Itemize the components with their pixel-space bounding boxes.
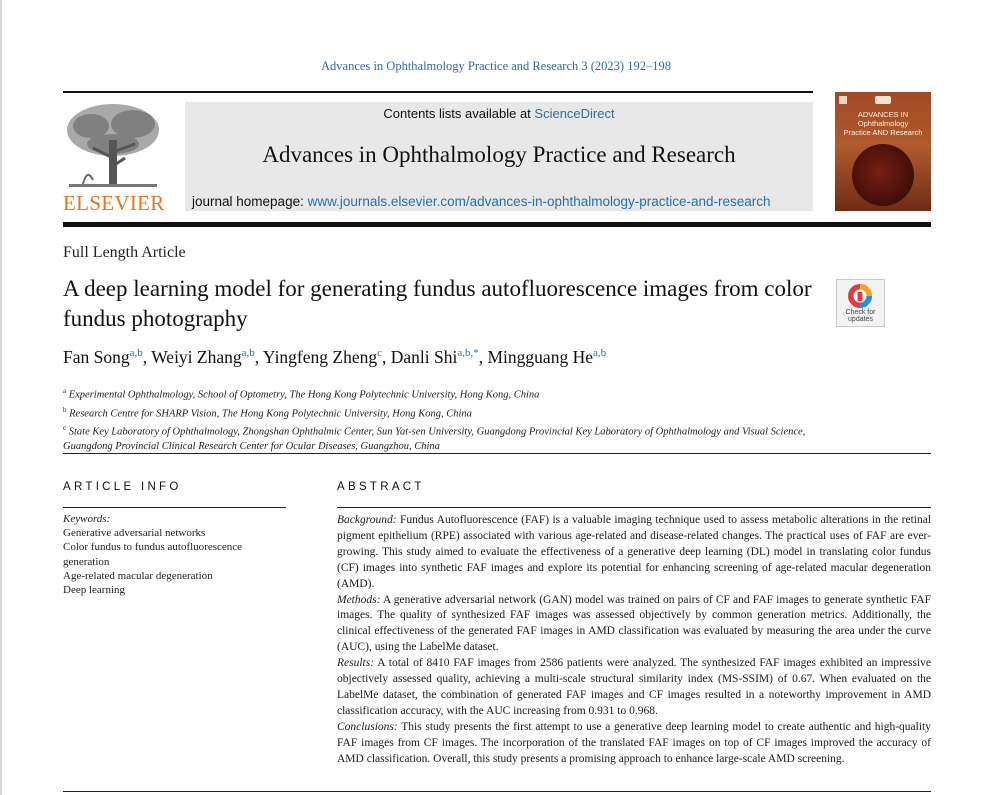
check-for-updates-button[interactable] <box>836 279 885 327</box>
homepage-line <box>192 194 771 209</box>
contents-prefix: Contents lists available at <box>383 106 535 121</box>
affiliation-item <box>63 384 823 403</box>
abstract-section-label: Conclusions: <box>337 720 398 733</box>
abstract-body <box>337 513 931 768</box>
abstract-section-text: This study presents the first attempt to use a generative deep learning model to create authentic and high-quality FAF images from CF images. The incorporation of the translated FAF images on top of CF images improved the accuracy of AMD classification. Overall, this study presents a promising approach to enhance large-scale AMD screening. <box>337 720 931 765</box>
cover-elsevier-mark-icon <box>839 96 847 104</box>
keyword-item: Generative adversarial networks <box>63 527 206 540</box>
section-rule <box>63 453 931 454</box>
abstract-heading: ABSTRACT <box>337 481 425 493</box>
affiliation-text: Experimental Ophthalmology, School of Optometry, The Hong Kong Polytechnic University, Hong Kong, China <box>68 389 540 401</box>
author-affil-sup[interactable]: c <box>377 347 382 360</box>
cover-line-2: Ophthalmology <box>857 119 909 128</box>
contents-line <box>185 106 813 121</box>
author-affil-sup[interactable]: a,b <box>592 347 607 360</box>
bottom-rule <box>63 791 931 792</box>
article-info-rule <box>63 507 286 508</box>
cover-title <box>839 110 927 137</box>
affiliation-item <box>63 421 823 454</box>
abstract-section-text: Fundus Autofluorescence (FAF) is a valuable imaging technique used to assess metabolic alterations in the retinal pigment epithelium (RPE) associated with various age-related and disease-related changes. The practical uses of FAF are ever-growing. This study aimed to evaluate the effectiveness of a generative deep learning (DL) model in translating color fundus (CF) images into synthetic FAF images and explore its potential for enhancing screening of age-related macular degeneration (AMD). <box>337 514 932 590</box>
author-name[interactable]: Weiyi Zhang <box>151 347 242 367</box>
check-updates-icon <box>847 283 873 309</box>
journal-name: Advances in Ophthalmology Practice and Research <box>262 142 736 167</box>
cover-society-badge-icon <box>875 96 891 104</box>
author-affil-sup[interactable]: a,b <box>241 347 255 360</box>
author-name[interactable]: Danli Shi <box>390 347 458 367</box>
affiliation-sup: a <box>63 387 67 395</box>
author-separator: , <box>478 347 488 367</box>
article-info-heading: ARTICLE INFO <box>63 481 182 493</box>
keywords-block <box>63 512 273 597</box>
cover-line-3: Practice AND Research <box>843 128 923 137</box>
author-separator: , <box>254 347 263 367</box>
abstract-section-text: A total of 8410 FAF images from 2586 patients were analyzed. The synthesized FAF images exhibited an impressive objectively assessed quality, achieving a multi-scale structural similarity index (MS-SSIM) of 0.67. When evaluated on the LabelMe dataset, the combination of generated FAF images and CF images resulted in a noteworthy improvement in AMD classification accuracy, with the AUC increasing from 0.931 to 0.968. <box>337 657 931 717</box>
header-thick-rule <box>63 222 931 227</box>
author-separator: , <box>142 347 152 367</box>
author-affil-sup[interactable]: a,b,* <box>457 347 479 360</box>
homepage-prefix: journal homepage: <box>192 194 308 209</box>
abstract-conclusions <box>337 720 931 768</box>
author-separator: , <box>382 347 391 367</box>
abstract-background <box>337 513 931 593</box>
check-updates-label <box>837 309 884 323</box>
affiliation-text: Research Centre for SHARP Vision, The Hong Kong Polytechnic University, Hong Kong, China <box>69 408 472 419</box>
check-updates-line-2: updates <box>848 316 873 323</box>
article-type: Full Length Article <box>63 244 186 261</box>
author-name[interactable]: Mingguang He <box>487 347 593 367</box>
abstract-section-text: A generative adversarial network (GAN) model was trained on pairs of CF and FAF images to generate synthetic FAF images. The quality of synthesized FAF images was assessed objectively by common generation metrics. Additionally, the clinical effectiveness of the generated FAF images in AMD classification was evaluated by measuring the area under the curve (AUC), using the LabelMe dataset. <box>337 593 931 654</box>
affiliation-text: State Key Laboratory of Ophthalmology, Zhongshan Ophthalmic Center, Sun Yat-sen University, Guangdong Provincial Key Laboratory of Ophthalmology and Visual Science, Guangdong Provincial Clinical Research Center for Ocular Diseases, Guangzhou, China <box>63 426 806 452</box>
homepage-link[interactable]: www.journals.elsevier.com/advances-in-ophthalmology-practice-and-research <box>307 194 771 209</box>
abstract-section-label: Methods: <box>337 593 381 606</box>
cover-line-1: ADVANCES IN <box>857 110 909 119</box>
sciencedirect-link[interactable]: ScienceDirect <box>534 106 615 121</box>
abstract-results <box>337 656 931 720</box>
elsevier-wordmark: ELSEVIER <box>63 191 165 215</box>
author-name[interactable]: Fan Song <box>63 347 130 367</box>
affiliation-sup: b <box>63 405 67 414</box>
author-affil-sup[interactable]: a,b <box>129 347 143 360</box>
author-name[interactable]: Yingfeng Zheng <box>262 347 378 367</box>
journal-citation-link[interactable]: Advances in Ophthalmology Practice and Research 3 (2023) 192–198 <box>321 59 671 73</box>
keyword-item: Deep learning <box>63 584 125 597</box>
journal-banner <box>185 102 813 211</box>
cover-fundus-eye-icon <box>852 144 914 206</box>
affiliation-item <box>63 403 823 422</box>
keyword-item: Age-related macular degeneration <box>63 569 213 582</box>
journal-cover-image[interactable] <box>835 92 931 211</box>
header-rule <box>63 91 813 93</box>
abstract-section-label: Background: <box>337 514 397 526</box>
check-updates-line-1: Check for <box>845 309 876 316</box>
keyword-item: Color fundus to fundus autofluorescence generation <box>63 541 243 568</box>
page-left-edge <box>0 0 2 795</box>
author-list <box>63 347 606 368</box>
abstract-rule <box>337 507 931 508</box>
abstract-methods <box>337 593 931 657</box>
abstract-section-label: Results: <box>337 657 375 670</box>
affiliations <box>63 384 823 454</box>
affiliation-sup: c <box>63 424 67 432</box>
keywords-label: Keywords: <box>63 513 111 525</box>
article-title: A deep learning model for generating fundus autofluorescence images from color fundus photography <box>63 276 812 331</box>
